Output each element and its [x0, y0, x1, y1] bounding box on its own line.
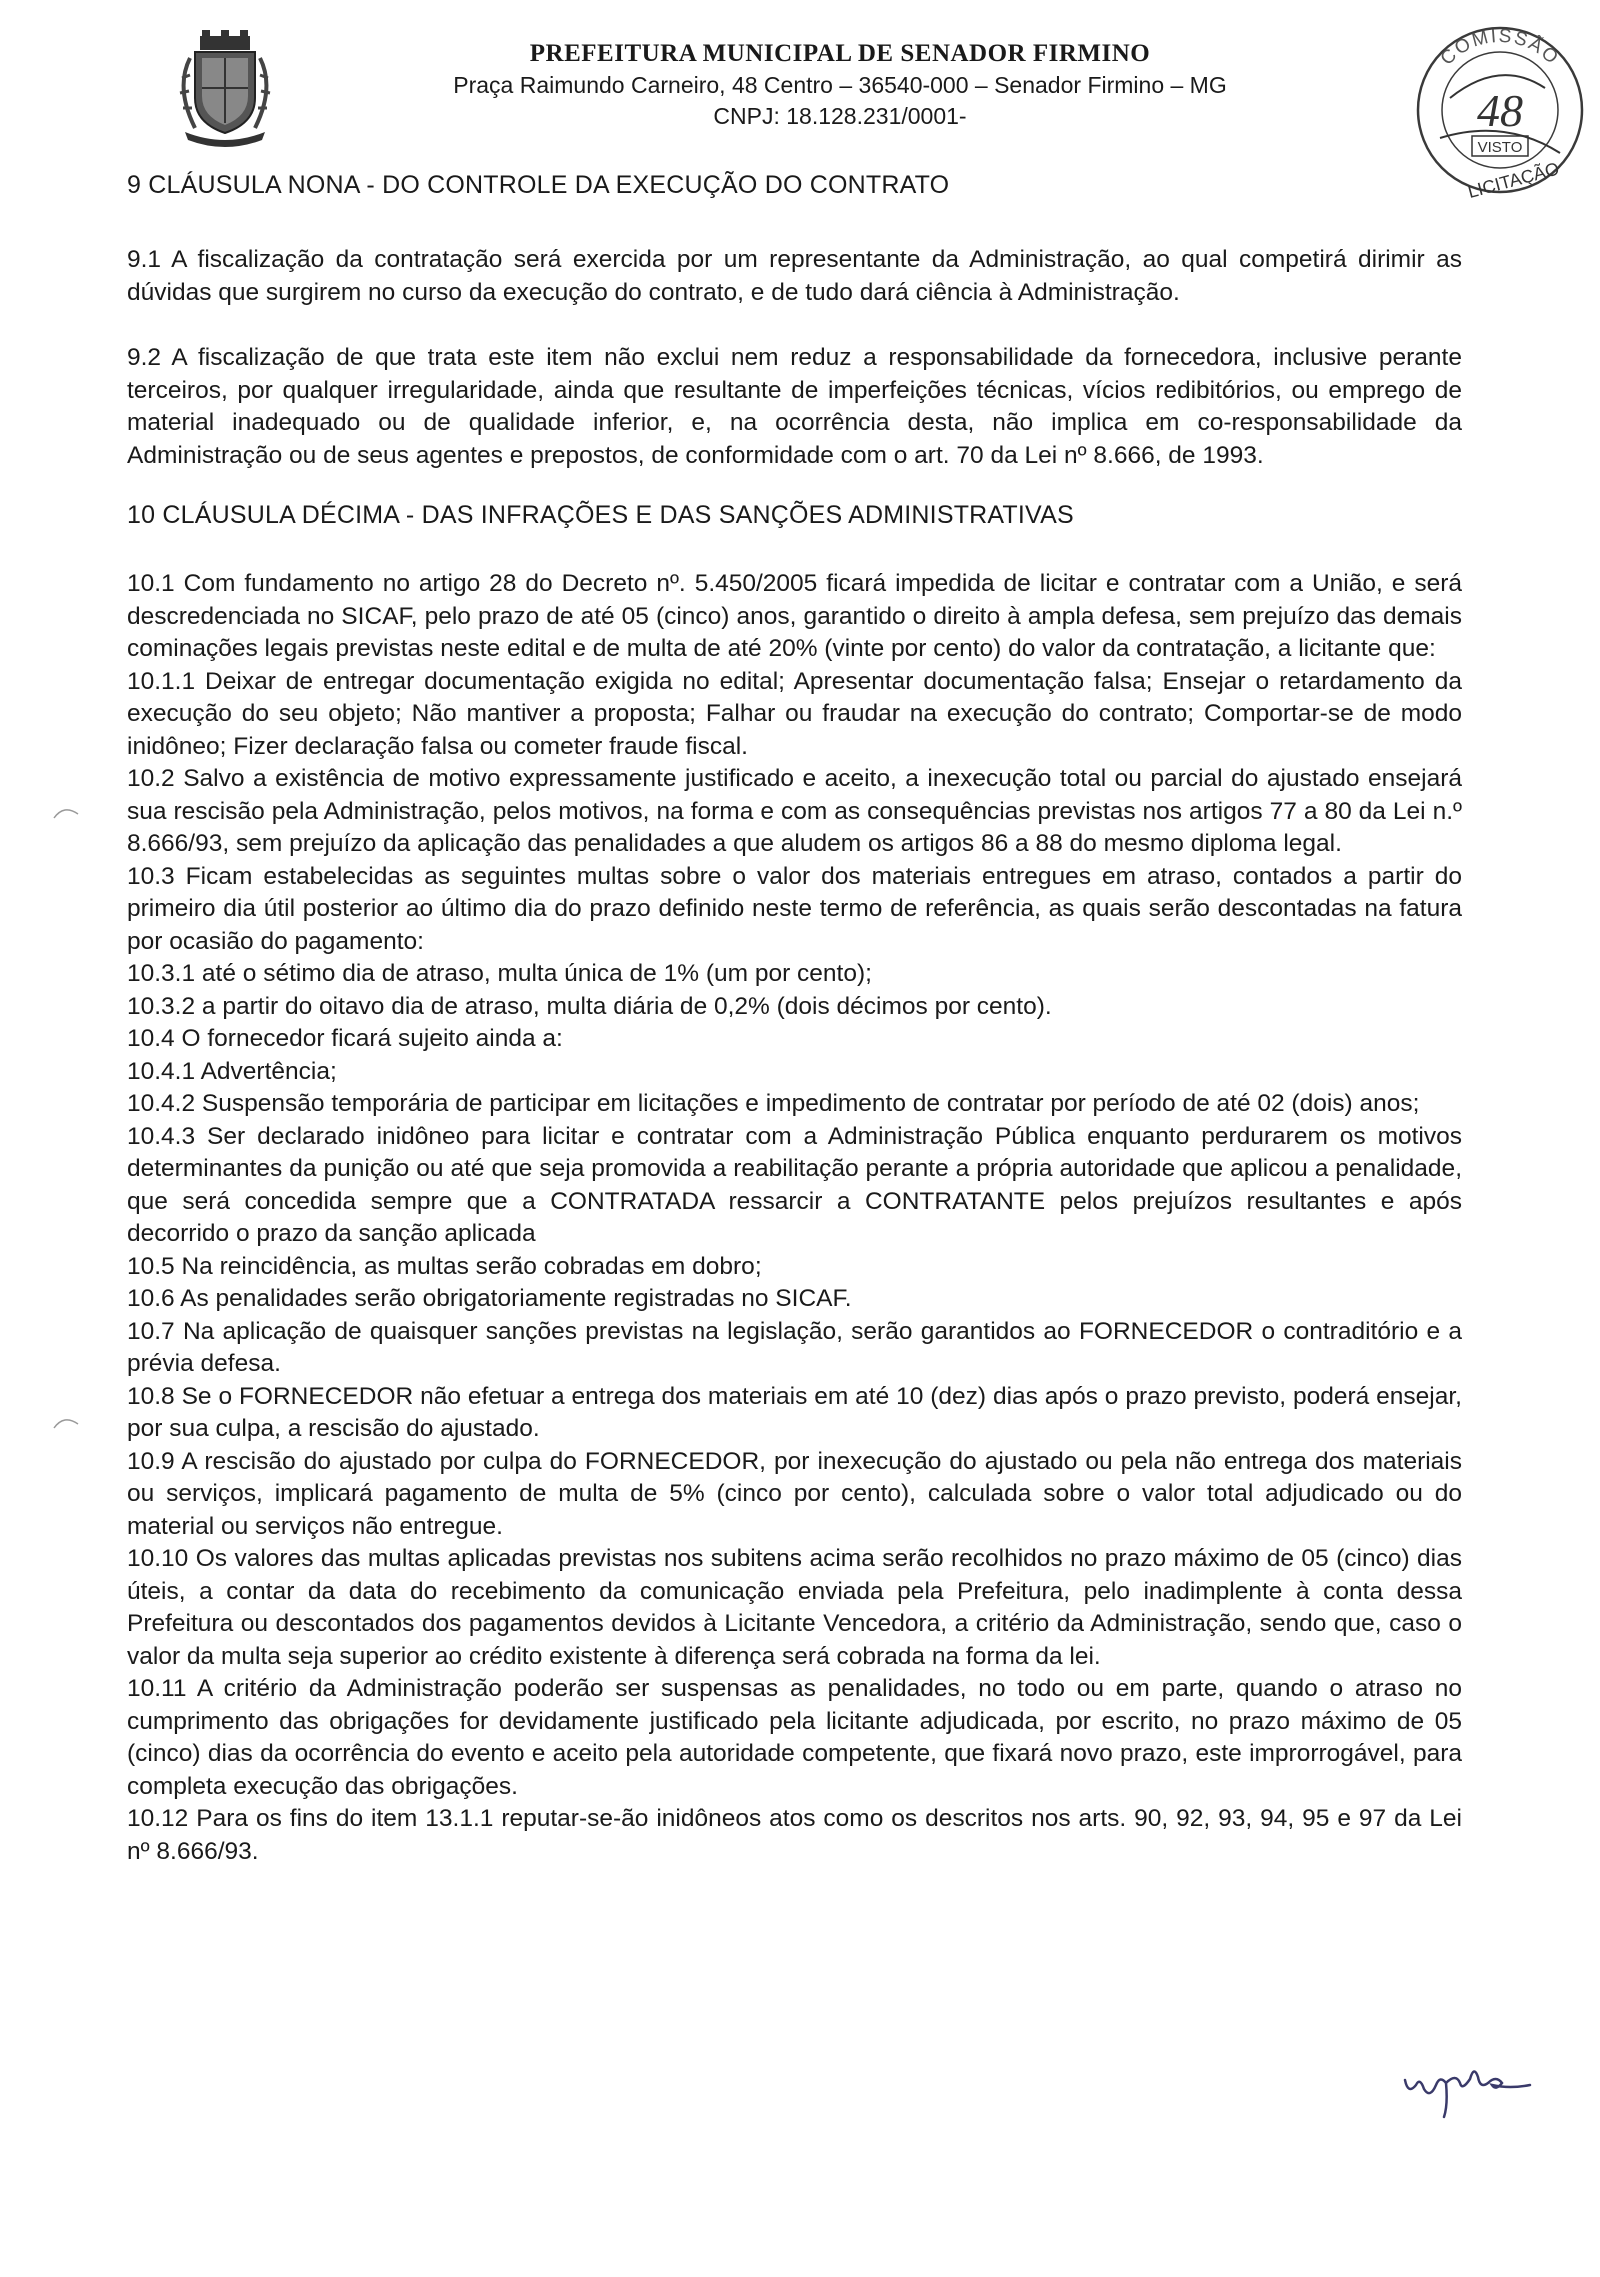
- municipality-address: Praça Raimundo Carneiro, 48 Centro – 36540-000 – Senador Firmino – MG: [453, 72, 1227, 98]
- margin-mark: [52, 802, 82, 822]
- clause-10-6: 10.6 As penalidades serão obrigatoriamente registradas no SICAF.: [127, 1285, 852, 1312]
- clause-10-4: 10.4 O fornecedor ficará sujeito ainda a:: [127, 1025, 563, 1052]
- clause-10-11: 10.11 A critério da Administração poderão ser suspensas as penalidades, no todo ou em parte, quando o atraso no cumprimento das obrigações for devidamente justificado pela licitante adjudicada, por escrito, no prazo máximo de 05 (cinco) dias da ocorrência do evento e aceito pela autoridade competente, que fixará novo prazo, este improrrogável, para completa execução das obrigações.: [127, 1675, 1462, 1800]
- clause-10-10: 10.10 Os valores das multas aplicadas previstas nos subitens acima serão recolhidos no prazo máximo de 05 (cinco) dias úteis, a contar da data do recebimento da comunicação enviada pela Prefeitura, pelo inadimplente à conta dessa Prefeitura ou descontados dos pagamentos devidos à Licitante Vencedora, a critério da Administração, sendo que, caso o valor da multa seja superior ao crédito existente à diferença será cobrada na forma da lei.: [127, 1545, 1462, 1670]
- section-10-clauses: [127, 568, 1462, 1868]
- clause-10-8: 10.8 Se o FORNECEDOR não efetuar a entrega dos materiais em até 10 (dez) dias após o prazo previsto, poderá ensejar, por sua culpa, a rescisão do ajustado.: [127, 1382, 1462, 1442]
- clause-10-7: 10.7 Na aplicação de quaisquer sanções previstas na legislação, serão garantidos ao FORNECEDOR o contraditório e a prévia defesa.: [127, 1317, 1462, 1377]
- municipality-cnpj: CNPJ: 18.128.231/0001-: [713, 103, 967, 129]
- clause-10-4-1: 10.4.1 Advertência;: [127, 1057, 337, 1085]
- handwritten-initials: [1400, 2055, 1540, 2125]
- clause-10-9: 10.9 A rescisão do ajustado por culpa do FORNECEDOR, por inexecução do ajustado ou pela não entrega dos materiais ou serviços, implicará pagamento de multa de 5% (cinco por cento), calculada sobre o valor total adjudicado ou do material ou serviços não entregue.: [127, 1447, 1462, 1540]
- svg-text:VISTO: VISTO: [1477, 139, 1523, 156]
- clause-10-1: 10.1 Com fundamento no artigo 28 do Decreto nº. 5.450/2005 ficará impedida de licitar e contratar com a União, e será descredenciada no SICAF, pelo prazo de até 05 (cinco) anos, garantido o direito à ampla defesa, sem prejuízo das demais cominações legais previstas neste edital e de multa de até 20% (vinte por cento) do valor da contratação, a licitante que:: [127, 570, 1462, 662]
- clause-10-3-1: 10.3.1 até o sétimo dia de atraso, multa única de 1% (um por cento);: [127, 960, 872, 987]
- municipality-title: PREFEITURA MUNICIPAL DE SENADOR FIRMINO: [529, 40, 1151, 67]
- letterhead: [170, 28, 1400, 138]
- clause-9-1: 9.1 A fiscalização da contratação será exercida por um representante da Administração, ao qual competirá dirimir as dúvidas que surgirem no curso da execução do contrato, e de tudo dará ciência à Administração.: [127, 246, 1462, 306]
- clause-10-4-3: 10.4.3 Ser declarado inidôneo para licitar e contratar com a Administração Pública enquanto perdurarem os motivos determinantes da punição ou até que seja promovida a reabilitação perante a própria autoridade que aplicou a penalidade, que será concedida sempre que a CONTRATADA ressarcir a CONTRATANTE pelos prejuízos resultantes e após decorrido o prazo da sanção aplicada: [127, 1122, 1462, 1247]
- clause-9-2: 9.2 A fiscalização de que trata este item não exclui nem reduz a responsabilidade da fornecedora, inclusive perante terceiros, por qualquer irregularidade, ainda que resultante de imperfeições técnicas, vícios redibitórios, ou emprego de material inadequado ou de qualidade inferior, e, na ocorrência desta, não implica em co-responsabilidade da Administração ou de seus agentes e prepostos, de conformidade com o art. 70 da Lei nº 8.666, de 1993.: [127, 344, 1462, 469]
- clause-10-1-1: 10.1.1 Deixar de entregar documentação exigida no edital; Apresentar documentação falsa; Ensejar o retardamento da execução do seu objeto; Não mantiver a proposta; Falhar ou fraudar na execução do contrato; Comportar-se de modo inidôneo; Fizer declaração falsa ou cometer fraude fiscal.: [127, 667, 1462, 760]
- clause-10-2: 10.2 Salvo a existência de motivo expressamente justificado e aceito, a inexecução total ou parcial do ajustado ensejará sua rescisão pela Administração, pelos motivos, na forma e com as consequências previstas nos artigos 77 a 80 da Lei n.º 8.666/93, sem prejuízo da aplicação das penalidades a que aludem os artigos 86 a 88 do mesmo diploma legal.: [127, 765, 1462, 857]
- document-body: [127, 170, 1462, 1868]
- svg-text:COMISSÃO: COMISSÃO: [1436, 25, 1564, 70]
- clause-10-12: 10.12 Para os fins do item 13.1.1 reputar-se-ão inidôneos atos como os descritos nos arts. 90, 92, 93, 94, 95 e 97 da Lei nº 8.666/93.: [127, 1805, 1462, 1865]
- clause-10-4-2: 10.4.2 Suspensão temporária de participar em licitações e impedimento de contratar por período de até 02 (dois) anos;: [127, 1090, 1420, 1117]
- coat-of-arms-icon: [170, 28, 280, 148]
- svg-text:LICITAÇÃO: LICITAÇÃO: [1465, 158, 1562, 202]
- margin-mark: [52, 1412, 82, 1432]
- clause-10-5: 10.5 Na reincidência, as multas serão cobradas em dobro;: [127, 1252, 762, 1280]
- clause-10-3: 10.3 Ficam estabelecidas as seguintes multas sobre o valor dos materiais entregues em atraso, contados a partir do primeiro dia útil posterior ao último dia do prazo definido neste termo de referência, as quais serão descontadas na fatura por ocasião do pagamento:: [127, 862, 1462, 955]
- section-9-heading: 9 CLÁUSULA NONA - DO CONTROLE DA EXECUÇÃO DO CONTRATO: [127, 171, 950, 199]
- clause-10-3-2: 10.3.2 a partir do oitavo dia de atraso, multa diária de 0,2% (dois décimos por cento).: [127, 992, 1052, 1020]
- letterhead-text: [370, 38, 1310, 132]
- section-10-heading: 10 CLÁUSULA DÉCIMA - DAS INFRAÇÕES E DAS SANÇÕES ADMINISTRATIVAS: [127, 501, 1074, 529]
- svg-text:48: 48: [1477, 85, 1523, 136]
